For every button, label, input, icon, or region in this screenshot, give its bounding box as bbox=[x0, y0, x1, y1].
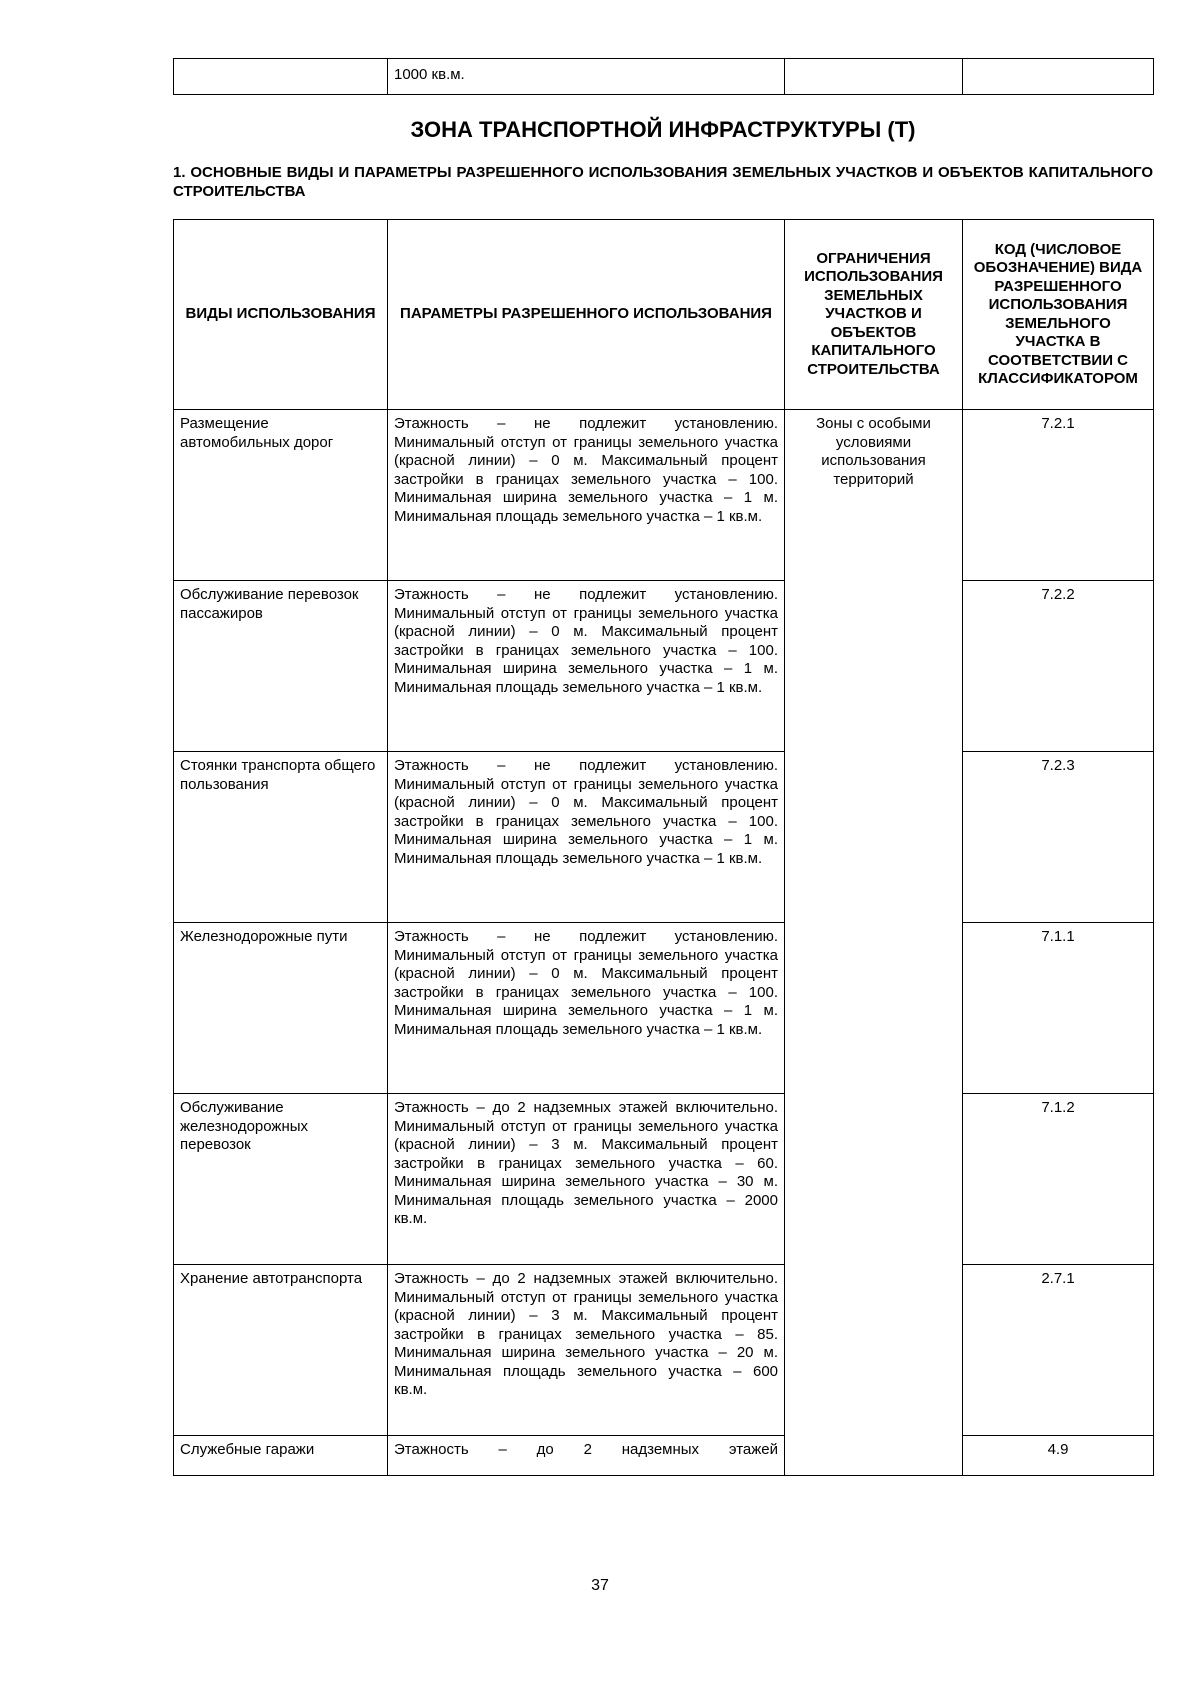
table-row bbox=[174, 1436, 1154, 1476]
header-parameters: ПАРАМЕТРЫ РАЗРЕШЕННОГО ИСПОЛЬЗОВАНИЯ bbox=[388, 220, 785, 410]
use-type: Размещение автомобильных дорог bbox=[174, 410, 388, 581]
use-parameters: Этажность – не подлежит установлению. Минимальный отступ от границы земельного участка (красной линии) – 0 м. Максимальный процент застройки в границах земельного участка – 100. Минимальная ширина земельного участка – 1 м. Минимальная площадь земельного участка – 1 кв.м. bbox=[388, 923, 785, 1094]
use-code: 7.1.1 bbox=[963, 923, 1154, 1094]
table-cell bbox=[174, 59, 388, 95]
section-title: 1. ОСНОВНЫЕ ВИДЫ И ПАРАМЕТРЫ РАЗРЕШЕННОГО ИСПОЛЬЗОВАНИЯ ЗЕМЕЛЬНЫХ УЧАСТКОВ И ОБЪЕКТОВ КАПИТАЛЬНОГО СТРОИТЕЛЬСТВА bbox=[173, 164, 1153, 200]
use-code: 4.9 bbox=[963, 1436, 1154, 1476]
table-cell: 1000 кв.м. bbox=[388, 59, 785, 95]
table-cell bbox=[785, 59, 963, 95]
zone-title: ЗОНА ТРАНСПОРТНОЙ ИНФРАСТРУКТУРЫ (Т) bbox=[410, 117, 916, 142]
use-code: 2.7.1 bbox=[963, 1265, 1154, 1436]
use-parameters: Этажность – до 2 надземных этажей bbox=[388, 1436, 785, 1476]
use-parameters: Этажность – не подлежит установлению. Минимальный отступ от границы земельного участка (красной линии) – 0 м. Максимальный процент застройки в границах земельного участка – 100. Минимальная ширина земельного участка – 1 м. Минимальная площадь земельного участка – 1 кв.м. bbox=[388, 752, 785, 923]
use-type: Обслуживание перевозок пассажиров bbox=[174, 581, 388, 752]
header-row bbox=[174, 220, 1154, 410]
use-type: Обслуживание железнодорожных перевозок bbox=[174, 1094, 388, 1265]
use-parameters: Этажность – до 2 надземных этажей включительно. Минимальный отступ от границы земельного участка (красной линии) – 3 м. Максимальный процент застройки в границах земельного участка – 60. Минимальная ширина земельного участка – 30 м. Минимальная площадь земельного участка – 2000 кв.м. bbox=[388, 1094, 785, 1265]
header-code: КОД (ЧИСЛОВОЕ ОБОЗНАЧЕНИЕ) ВИДА РАЗРЕШЕННОГО ИСПОЛЬЗОВАНИЯ ЗЕМЕЛЬНОГО УЧАСТКА В СООТВЕТСТВИИ С КЛАССИФИКАТОРОМ bbox=[963, 220, 1154, 410]
table-row bbox=[174, 581, 1154, 752]
table-row bbox=[174, 1094, 1154, 1265]
table-row bbox=[174, 923, 1154, 1094]
table-row bbox=[174, 410, 1154, 581]
table-cell bbox=[963, 59, 1154, 95]
table-row bbox=[174, 752, 1154, 923]
table-row bbox=[174, 59, 1154, 95]
use-type: Железнодорожные пути bbox=[174, 923, 388, 1094]
use-code: 7.2.3 bbox=[963, 752, 1154, 923]
page-number: 37 bbox=[591, 1577, 609, 1594]
table-row bbox=[174, 1265, 1154, 1436]
use-code: 7.2.2 bbox=[963, 581, 1154, 752]
restriction-cell: Зоны с особыми условиями использования территорий bbox=[785, 410, 963, 1476]
use-code: 7.1.2 bbox=[963, 1094, 1154, 1265]
use-type: Стоянки транспорта общего пользования bbox=[174, 752, 388, 923]
use-parameters: Этажность – не подлежит установлению. Минимальный отступ от границы земельного участка (красной линии) – 0 м. Максимальный процент застройки в границах земельного участка – 100. Минимальная ширина земельного участка – 1 м. Минимальная площадь земельного участка – 1 кв.м. bbox=[388, 581, 785, 752]
use-parameters: Этажность – не подлежит установлению. Минимальный отступ от границы земельного участка (красной линии) – 0 м. Максимальный процент застройки в границах земельного участка – 100. Минимальная ширина земельного участка – 1 м. Минимальная площадь земельного участка – 1 кв.м. bbox=[388, 410, 785, 581]
uses-table bbox=[173, 219, 1154, 1476]
use-parameters: Этажность – до 2 надземных этажей включительно. Минимальный отступ от границы земельного участка (красной линии) – 3 м. Максимальный процент застройки в границах земельного участка – 85. Минимальная ширина земельного участка – 20 м. Минимальная площадь земельного участка – 600 кв.м. bbox=[388, 1265, 785, 1436]
header-use-types: ВИДЫ ИСПОЛЬЗОВАНИЯ bbox=[174, 220, 388, 410]
header-restrictions: ОГРАНИЧЕНИЯ ИСПОЛЬЗОВАНИЯ ЗЕМЕЛЬНЫХ УЧАСТКОВ И ОБЪЕКТОВ КАПИТАЛЬНОГО СТРОИТЕЛЬСТВА bbox=[785, 220, 963, 410]
continuation-table bbox=[173, 58, 1154, 95]
use-code: 7.2.1 bbox=[963, 410, 1154, 581]
use-type: Хранение автотранспорта bbox=[174, 1265, 388, 1436]
use-type: Служебные гаражи bbox=[174, 1436, 388, 1476]
